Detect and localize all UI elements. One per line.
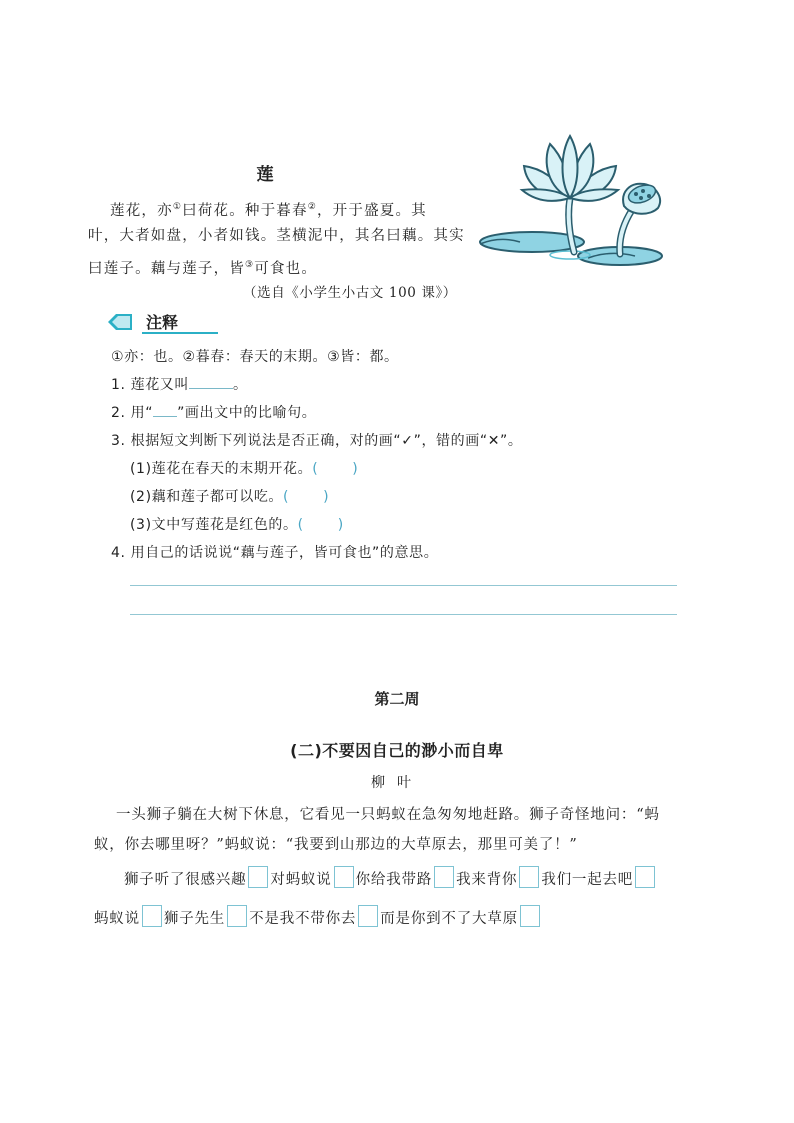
answer-line[interactable] bbox=[130, 585, 677, 586]
question-text: 1. 莲花又叫 bbox=[111, 377, 190, 393]
poem-text: 曰莲子。藕与莲子，皆 bbox=[88, 260, 245, 277]
question-2 bbox=[111, 402, 316, 422]
answer-blank[interactable] bbox=[189, 376, 233, 389]
lotus-flower-illustration bbox=[470, 132, 680, 272]
story-paragraph-1-line-1: 一头狮子躺在大树下休息，它看见一只蚂蚁在急匆匆地赶路。狮子奇怪地问：“蚂 bbox=[116, 807, 660, 823]
story-text: 狮子听了很感兴趣 bbox=[124, 872, 247, 888]
story-text: 我来背你 bbox=[456, 872, 518, 888]
story-paragraph-1-line-2: 蚁，你去哪里呀？”蚂蚁说：“我要到山那边的大草原去，那里可美了！” bbox=[94, 837, 578, 853]
punctuation-box[interactable] bbox=[519, 866, 539, 888]
poem-text: ，开于盛夏。其 bbox=[316, 202, 427, 219]
poem-text: 莲花，亦 bbox=[110, 202, 173, 219]
question-3-2 bbox=[130, 486, 329, 506]
story-text: 不是我不带你去 bbox=[249, 911, 357, 927]
question-3-3 bbox=[130, 514, 344, 534]
answer-parens[interactable] bbox=[312, 461, 358, 477]
story-paragraph-2 bbox=[124, 865, 657, 895]
poem-title: 莲 bbox=[256, 165, 274, 185]
story-title: (二)不要因自己的渺小而自卑 bbox=[290, 741, 504, 760]
notes-heading bbox=[106, 310, 216, 334]
question-text: 。 bbox=[233, 377, 248, 393]
question-3-1 bbox=[130, 458, 358, 478]
underline-sample bbox=[153, 404, 177, 417]
story-text: 你给我带路 bbox=[355, 872, 433, 888]
question-3: 3. 根据短文判断下列说法是否正确，对的画“✓”，错的画“✕”。 bbox=[111, 433, 523, 449]
story-text: 狮子先生 bbox=[163, 911, 226, 927]
notes-text: ①亦：也。②暮春：春天的末期。③皆：都。 bbox=[111, 349, 399, 365]
punctuation-box[interactable] bbox=[358, 905, 378, 927]
notes-heading-label: 注释 bbox=[146, 313, 179, 332]
paren-open: ( bbox=[283, 489, 290, 505]
question-1 bbox=[111, 374, 248, 394]
paren-open: ( bbox=[297, 517, 304, 533]
story-text: 我们一起去吧 bbox=[541, 872, 634, 888]
paren-close: ) bbox=[323, 489, 330, 505]
footnote-marker: ① bbox=[172, 202, 183, 212]
paren-close: ) bbox=[337, 517, 344, 533]
punctuation-box[interactable] bbox=[434, 866, 454, 888]
answer-line[interactable] bbox=[130, 614, 677, 615]
footnote-marker: ② bbox=[307, 202, 317, 212]
paren-close: ) bbox=[352, 461, 359, 477]
punctuation-box[interactable] bbox=[635, 866, 655, 888]
notes-heading-underline bbox=[142, 332, 218, 334]
statement-text: (2)藕和莲子都可以吃。 bbox=[130, 489, 284, 505]
story-paragraph-3 bbox=[94, 904, 542, 934]
poem-line-1 bbox=[110, 193, 427, 226]
story-text: 对蚂蚁说 bbox=[270, 872, 332, 888]
week-heading: 第二周 bbox=[374, 690, 420, 708]
question-4: 4. 用自己的话说说“藕与莲子，皆可食也”的意思。 bbox=[111, 545, 439, 561]
punctuation-box[interactable] bbox=[142, 905, 162, 927]
question-text: ”画出文中的比喻句。 bbox=[177, 405, 317, 421]
answer-parens[interactable] bbox=[283, 489, 329, 505]
poem-line-2: 叶，大者如盘，小者如钱。茎横泥中，其名曰藕。其实 bbox=[88, 228, 465, 244]
poem-line-3 bbox=[88, 251, 317, 284]
punctuation-box[interactable] bbox=[520, 905, 540, 927]
punctuation-box[interactable] bbox=[248, 866, 268, 888]
notes-tab-icon bbox=[106, 312, 134, 332]
poem-text: 曰荷花。种于暮春 bbox=[182, 202, 308, 219]
story-text: 蚂蚁说 bbox=[94, 911, 140, 927]
paren-open: ( bbox=[312, 461, 319, 477]
poem-text: 可食也。 bbox=[254, 260, 318, 277]
question-text: 2. 用“ bbox=[111, 405, 154, 421]
story-author: 柳叶 bbox=[371, 775, 423, 791]
story-text: 而是你到不了大草原 bbox=[380, 911, 518, 927]
answer-parens[interactable] bbox=[298, 517, 344, 533]
punctuation-box[interactable] bbox=[334, 866, 354, 888]
statement-text: (3)文中写莲花是红色的。 bbox=[130, 517, 298, 533]
footnote-marker: ③ bbox=[245, 260, 255, 270]
poem-source: （选自《小学生小古文 100 课》） bbox=[243, 285, 457, 301]
statement-text: (1)莲花在春天的末期开花。 bbox=[130, 461, 313, 477]
punctuation-box[interactable] bbox=[227, 905, 247, 927]
